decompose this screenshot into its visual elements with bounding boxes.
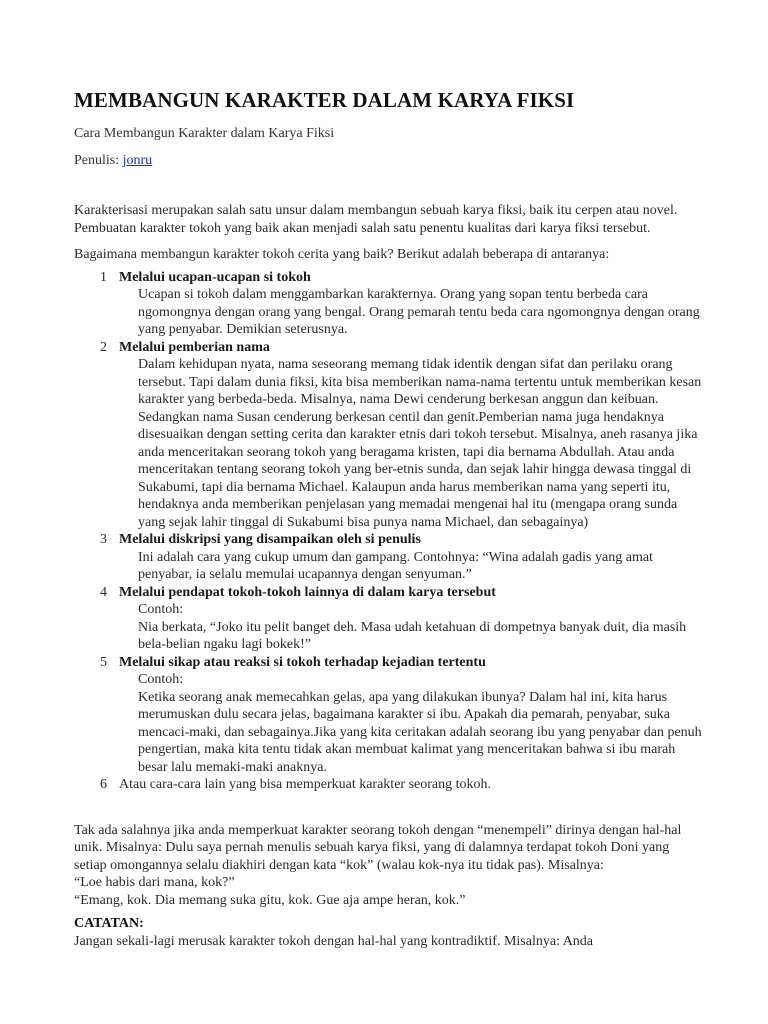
method-heading: Melalui diskripsi yang disampaikan oleh si penulis [119,532,421,547]
method-heading: Melalui sikap atau reaksi si tokoh terhadap kejadian tertentu [119,654,486,670]
list-number: 5 [100,654,107,670]
closing-text: Tak ada salahnya jika anda memperkuat karakter seorang tokoh dengan “menempeli” dirinya dengan hal-hal unik. Misalnya: Dulu saya pernah menulis sebuah karya fiksi, yang di dalamnya terdapat tokoh Doni yang setiap omongannya selalu diakhiri dengan kata “kok” (walau kok-nya itu tidak pas). Misalnya: [74,822,682,873]
method-heading: Melalui pemberian nama [119,339,270,355]
author-line [74,153,704,169]
list-number: 4 [100,584,107,600]
method-text: Ketika seorang anak memecahkan gelas, apa yang dilakukan ibunya? Dalam hal ini, kita harus merumuskan dulu secara jelas, bagaimana karakter si ibu. Apakah dia pemarah, penyabar, suka mencaci-maki, dan sebagainya.Jika yang kita ceritakan adalah seorang ibu yang penyabar dan penuh pengertian, maka kita tentu tidak akan membuat kalimat yang menceritakan bahwa si ibu marah besar lalu memaki-maki anaknya. [138,689,702,775]
document-title: MEMBANGUN KARAKTER DALAM KARYA FIKSI [74,88,575,112]
list-number: 2 [100,339,107,355]
method-body [119,549,704,584]
note-text: Jangan sekali-lagi merusak karakter tokoh dengan hal-hal yang kontradiktif. Misalnya: Anda [74,933,594,949]
method-plain: Atau cara-cara lain yang bisa memperkuat karakter seorang tokoh. [119,777,491,792]
quote-line: “Loe habis dari mana, kok?” [74,875,235,890]
quote-line: “Emang, kok. Dia memang suka gitu, kok. Gue aja ampe heran, kok.” [74,892,466,908]
example-label: Contoh: [138,672,184,687]
closing-paragraph [74,822,704,910]
list-item [74,531,704,584]
intro-paragraph: Karakterisasi merupakan salah satu unsur dalam membangun sebuah karya fiksi, baik itu cerpen atau novel. Pembuatan karakter tokoh yang baik akan menjadi salah satu penentu kualitas dari karya fiksi tersebut. [74,203,678,236]
method-body [119,286,704,339]
list-number: 3 [100,532,107,547]
method-body [119,601,704,654]
method-text: Ucapan si tokoh dalam menggambarkan karakternya. Orang yang sopan tentu berbeda cara ngomongnya dengan orang yang bengal. Orang pemarah tentu beda cara ngomongnya dengan orang yang penyabar. Demikian seterusnya. [138,287,700,337]
list-number: 1 [100,269,107,285]
list-item [74,654,704,777]
method-heading: Melalui pendapat tokoh-tokoh lainnya di dalam karya tersebut [119,584,496,600]
method-heading: Melalui ucapan-ucapan si tokoh [119,269,311,285]
document-subtitle: Cara Membangun Karakter dalam Karya Fiksi [74,126,335,141]
author-link[interactable]: jonru [122,153,153,168]
method-body [119,671,704,776]
method-text: Ini adalah cara yang cukup umum dan gampang. Contohnya: “Wina adalah gadis yang amat penyabar, ia selalu memulai ucapannya dengan senyuman.” [138,549,653,582]
document-page [74,88,704,950]
question-paragraph: Bagaimana membangun karakter tokoh cerita yang baik? Berikut adalah beberapa di antaranya: [74,247,610,262]
list-item [74,584,704,654]
methods-list [74,269,704,794]
method-body [119,356,704,531]
list-item [74,269,704,339]
note-heading: CATATAN: [74,916,144,931]
example-label: Contoh: [138,602,184,617]
method-text: Nia berkata, “Joko itu pelit banget deh. Masa udah ketahuan di dompetnya banyak duit, dia masih bela-belian ngaku lagi bokek!” [138,619,687,652]
author-label: Penulis: [74,153,120,168]
method-text: Dalam kehidupan nyata, nama seseorang memang tidak identik dengan sifat dan perilaku orang tersebut. Tapi dalam dunia fiksi, kita bisa memberikan nama-nama tertentu untuk memberikan kesan karakter yang berbeda-beda. Misalnya, nama Dewi cenderung berkesan anggun dan keibuan. Sedangkan nama Susan cenderung berkesan centil dan genit.Pemberian nama juga hendaknya disesuaikan dengan setting cerita dan karakter etnis dari tokoh tersebut. Misalnya, aneh rasanya jika anda menceritakan seorang tokoh yang beragama kristen, tapi dia bernama Abdullah. Atau anda menceritakan tentang seorang tokoh yang ber-etnis sunda, dan sejak lahir hingga dewasa tinggal di Sukabumi, tapi dia bernama Michael. Kalaupun anda harus memberikan nama yang seperti itu, hendaknya anda memberikan penjelasan yang memadai mengenai hal itu (mengapa orang sunda yang sejak lahir tinggal di Sukabumi bisa punya nama Michael, dan sebagainya) [138,357,702,530]
list-item [74,339,704,532]
list-number: 6 [100,777,107,792]
list-item [74,776,704,794]
